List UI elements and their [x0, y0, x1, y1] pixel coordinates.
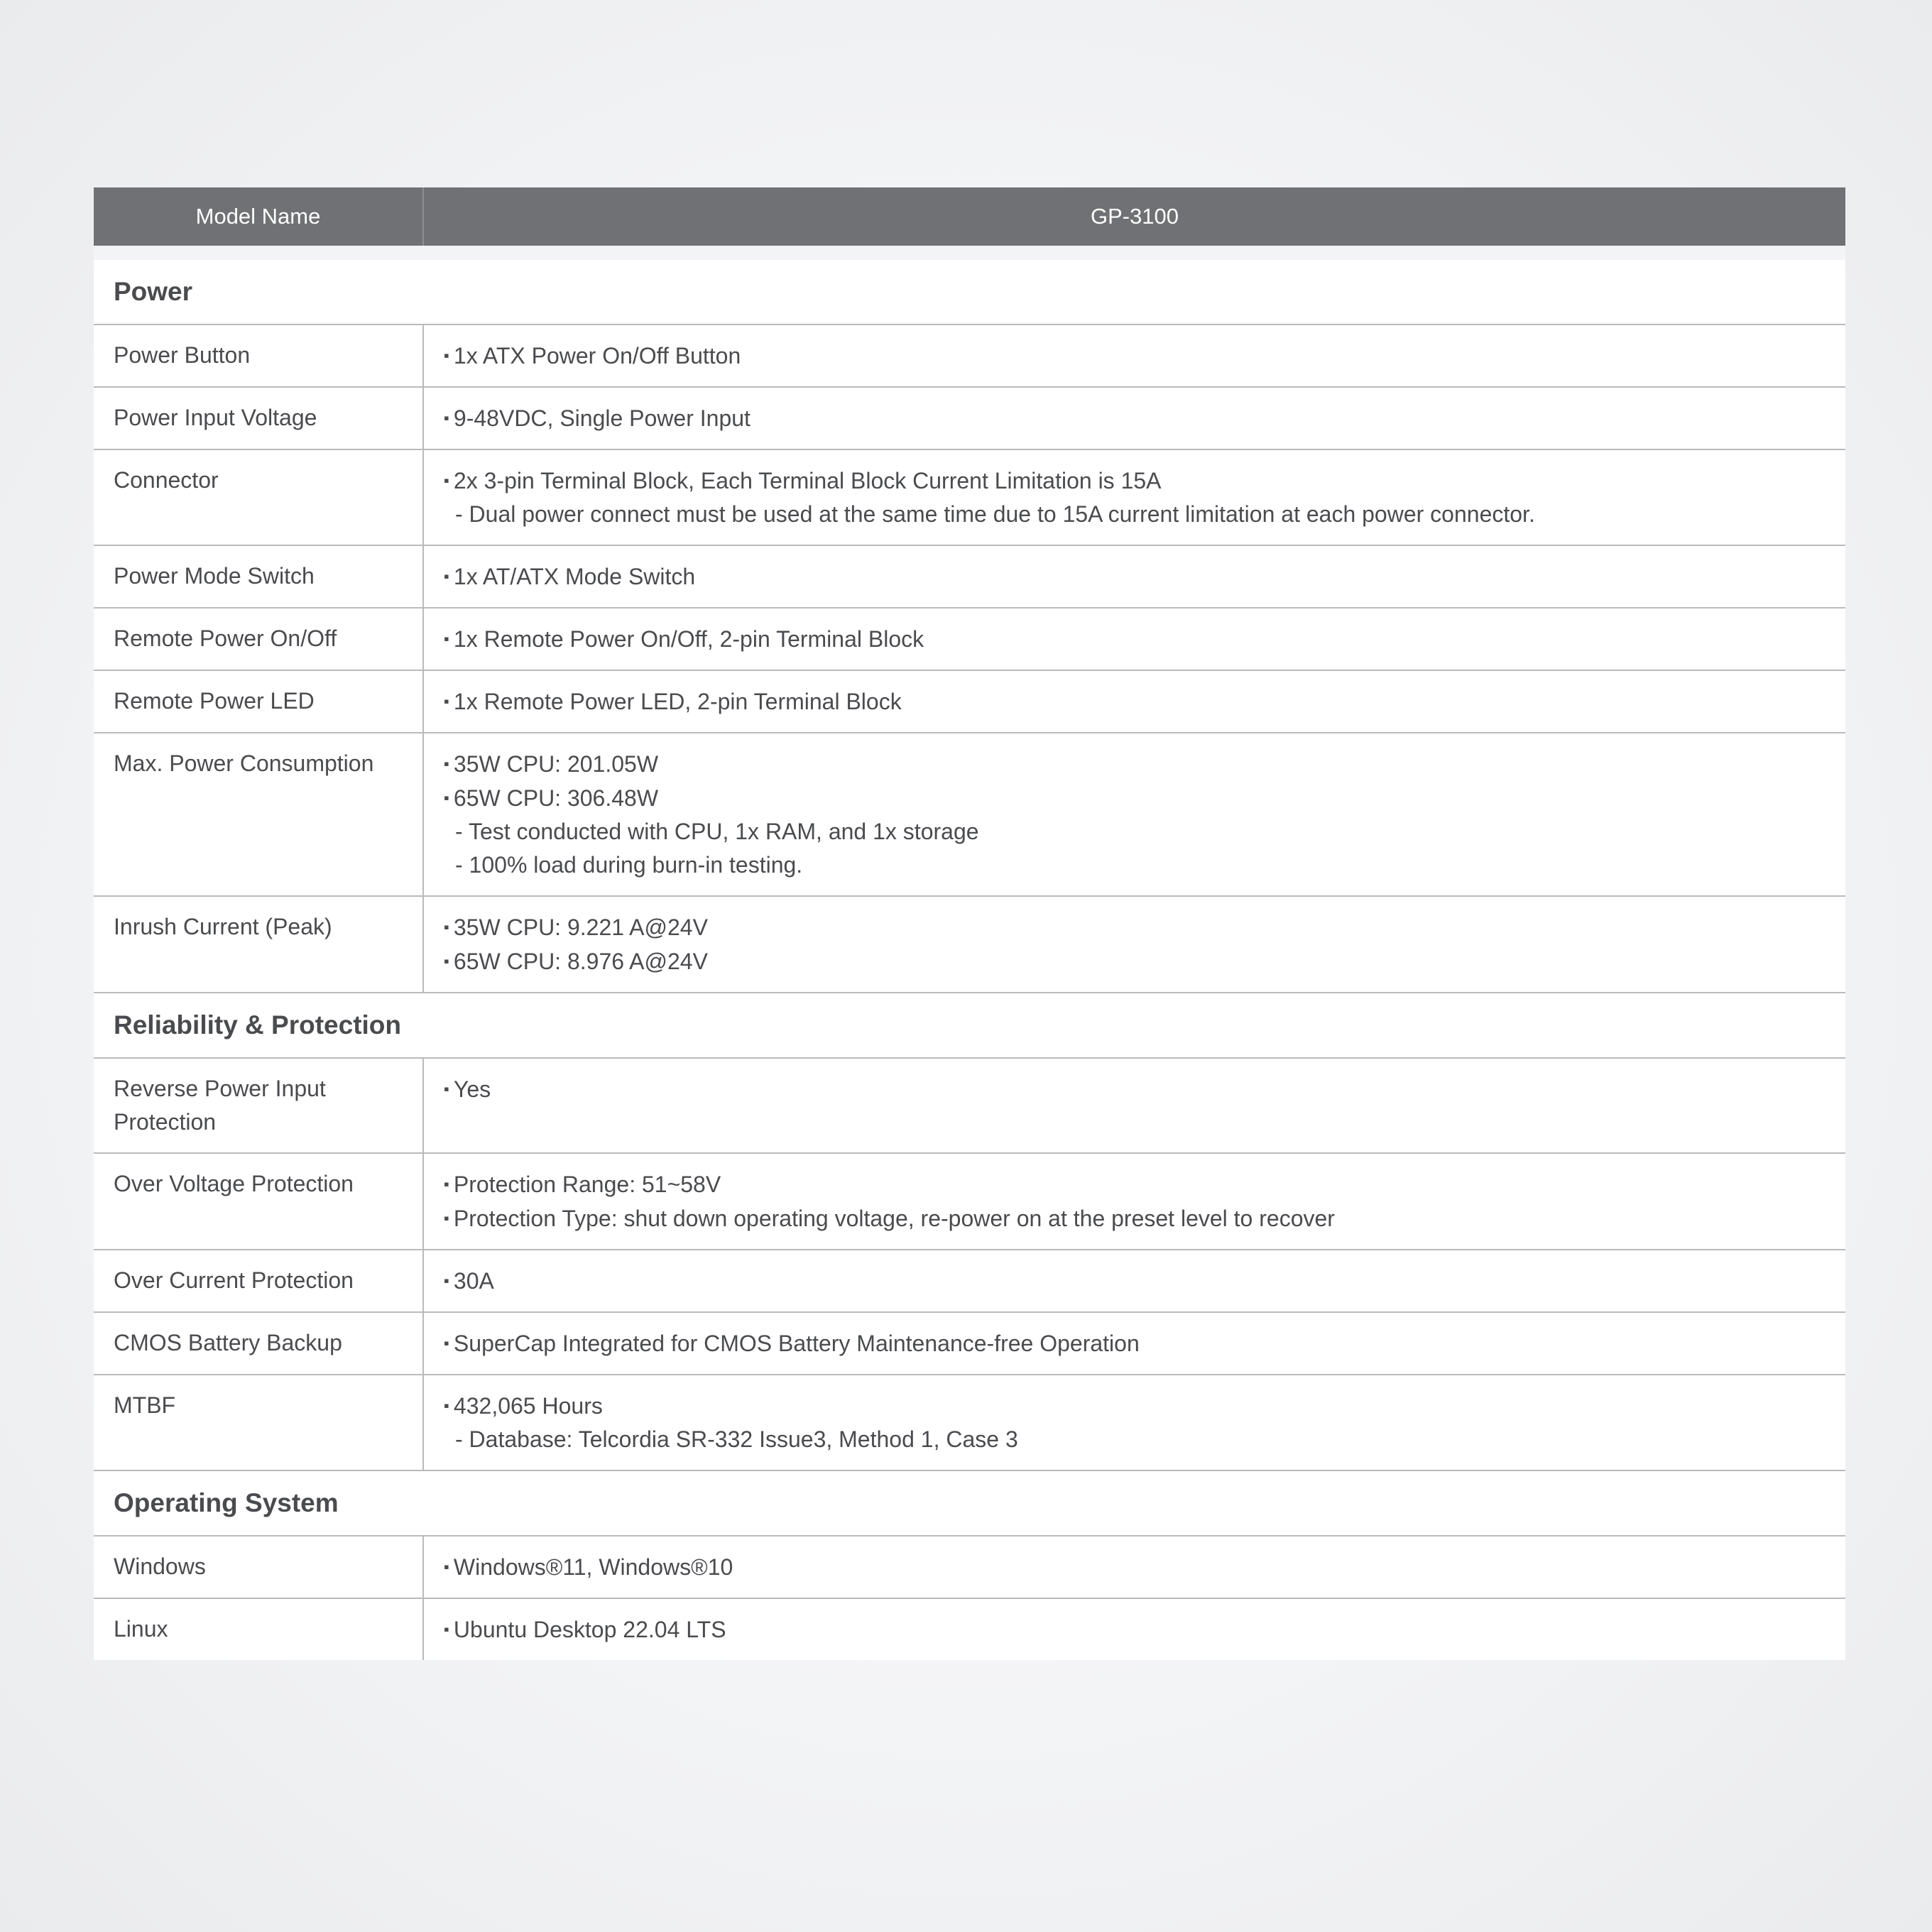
spec-label: MTBF — [94, 1375, 424, 1470]
spec-value — [424, 1537, 1845, 1598]
spec-value — [424, 897, 1845, 992]
spec-value — [424, 450, 1845, 545]
spec-value — [424, 608, 1845, 670]
spec-value — [424, 546, 1845, 607]
spec-bullet-line: ▪ 1x Remote Power On/Off, 2-pin Terminal Block — [444, 622, 1845, 656]
spec-label: Max. Power Consumption — [94, 733, 424, 895]
header-label: Model Name — [94, 187, 424, 246]
spec-bullet-line: ▪ 65W CPU: 306.48W — [444, 781, 1845, 815]
spec-row — [94, 546, 1845, 608]
spec-bullet-line: ▪ 1x ATX Power On/Off Button — [444, 339, 1845, 373]
spec-sub-line: - Dual power connect must be used at the same time due to 15A current limitation at each power connector. — [455, 501, 1535, 527]
spec-row — [94, 1313, 1845, 1375]
spec-bullet-line: ▪ 1x AT/ATX Mode Switch — [444, 560, 1845, 594]
spec-row — [94, 1059, 1845, 1154]
spec-label: Power Input Voltage — [94, 388, 424, 449]
spec-bullet-line: ▪ 30A — [444, 1264, 1845, 1298]
spec-label: Linux — [94, 1599, 424, 1660]
spec-row — [94, 1599, 1845, 1660]
section-title: Power — [94, 260, 1845, 325]
spec-value — [424, 1313, 1845, 1374]
spec-row — [94, 608, 1845, 671]
section-title: Reliability & Protection — [94, 993, 1845, 1059]
spec-value — [424, 1375, 1845, 1470]
section-title: Operating System — [94, 1471, 1845, 1537]
spec-label: Remote Power LED — [94, 671, 424, 732]
spec-bullet-line: ▪ Protection Range: 51~58V — [444, 1167, 1845, 1201]
spec-label: Over Current Protection — [94, 1250, 424, 1311]
spec-value — [424, 1599, 1845, 1660]
spec-row — [94, 671, 1845, 733]
spec-bullet-line: ▪ Yes — [444, 1072, 1845, 1106]
spec-value — [424, 1059, 1845, 1152]
spec-label: Remote Power On/Off — [94, 608, 424, 670]
spec-row — [94, 733, 1845, 897]
spec-bullet-line: ▪ 35W CPU: 201.05W — [444, 747, 1845, 781]
spec-label: Power Mode Switch — [94, 546, 424, 607]
spec-row — [94, 1375, 1845, 1471]
spec-bullet-line: ▪ 432,065 Hours — [444, 1389, 1845, 1423]
spec-row — [94, 450, 1845, 546]
spec-row — [94, 1154, 1845, 1250]
spec-label: CMOS Battery Backup — [94, 1313, 424, 1374]
header-model-value: GP-3100 — [1090, 204, 1179, 229]
spec-sheet — [94, 187, 1845, 1660]
spec-label: Connector — [94, 450, 424, 545]
spec-row — [94, 897, 1845, 993]
spec-value — [424, 671, 1845, 732]
spec-bullet-line: ▪ 65W CPU: 8.976 A@24V — [444, 944, 1845, 978]
spec-label: Reverse Power Input Protection — [94, 1059, 424, 1152]
spec-sub-line: - 100% load during burn-in testing. — [455, 852, 803, 878]
spec-value — [424, 1250, 1845, 1311]
header-gap — [94, 246, 1845, 260]
spec-bullet-line: ▪ 35W CPU: 9.221 A@24V — [444, 910, 1845, 944]
spec-bullet-line: ▪ Protection Type: shut down operating voltage, re-power on at the preset level to recover — [444, 1201, 1845, 1235]
spec-row — [94, 1537, 1845, 1599]
spec-sub-line: - Test conducted with CPU, 1x RAM, and 1x storage — [455, 819, 979, 844]
spec-label: Inrush Current (Peak) — [94, 897, 424, 992]
table-header — [94, 187, 1845, 246]
spec-bullet-line: ▪ Ubuntu Desktop 22.04 LTS — [444, 1612, 1845, 1647]
spec-bullet-line: ▪ 1x Remote Power LED, 2-pin Terminal Block — [444, 684, 1845, 719]
spec-row — [94, 1250, 1845, 1313]
spec-row — [94, 388, 1845, 450]
spec-sections — [94, 260, 1845, 1660]
spec-bullet-line: ▪ Windows®11, Windows®10 — [444, 1550, 1845, 1584]
spec-value — [424, 1154, 1845, 1249]
spec-label: Windows — [94, 1537, 424, 1598]
spec-row — [94, 325, 1845, 388]
spec-bullet-line: ▪ SuperCap Integrated for CMOS Battery Maintenance-free Operation — [444, 1326, 1845, 1360]
spec-bullet-line: ▪ 2x 3-pin Terminal Block, Each Terminal Block Current Limitation is 15A — [444, 464, 1845, 498]
spec-value — [424, 388, 1845, 449]
spec-bullet-line: ▪ 9-48VDC, Single Power Input — [444, 401, 1845, 435]
spec-label: Power Button — [94, 325, 424, 386]
spec-value — [424, 733, 1845, 895]
spec-value — [424, 325, 1845, 386]
spec-label: Over Voltage Protection — [94, 1154, 424, 1249]
spec-sub-line: - Database: Telcordia SR-332 Issue3, Method 1, Case 3 — [455, 1426, 1018, 1452]
